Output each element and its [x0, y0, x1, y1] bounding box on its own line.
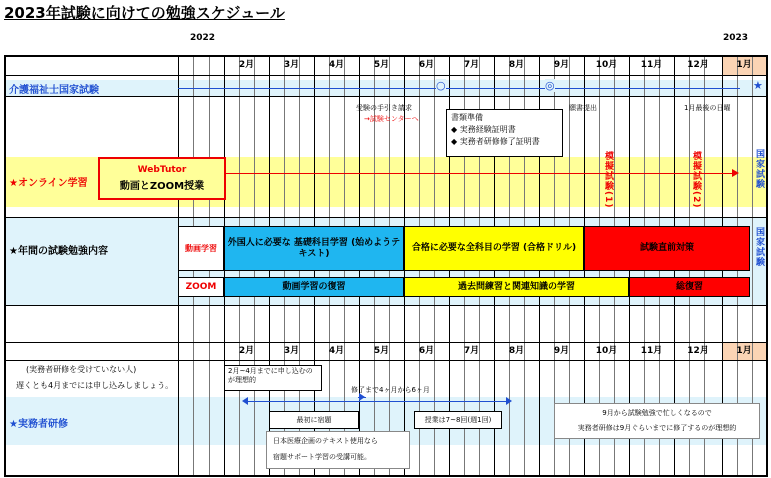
webtutor-box	[98, 157, 226, 200]
documents-item: ◆ 実務経験証明書	[451, 125, 516, 134]
textbook-note-line: 宿題サポート学習の受講可能。	[273, 453, 371, 461]
video-learning-label: 動画学習	[178, 226, 224, 271]
webtutor-subtitle: 動画とZOOM授業	[119, 181, 205, 192]
row-label-practical: ★実務者研修	[9, 419, 68, 430]
month-header: 6月	[418, 346, 435, 356]
september-note-line: 9月から試験勉強で忙しくなるので	[602, 409, 712, 417]
apply-deadline-note: 遅くとも4月までには申し込みしましょう。	[16, 381, 174, 390]
guide-request-note: 受験の手引き請求	[356, 104, 412, 112]
month-header: 7月	[463, 60, 480, 70]
page-title: 2023年試験に向けての勉強スケジュール	[4, 4, 285, 22]
row-label-national-exam: 介護福祉士国家試験	[9, 85, 99, 96]
duration-note: 修了まで4ヶ月から6ヶ月	[351, 386, 430, 394]
month-header: 8月	[508, 346, 525, 356]
arrow-right-icon	[506, 397, 512, 405]
month-header: 11月	[640, 346, 663, 356]
mock-exam-1: 模擬試験(1)	[603, 151, 613, 209]
national-exam-timeline	[178, 88, 740, 89]
textbook-note-box	[266, 431, 410, 469]
webtutor-title: WebTutor	[137, 165, 187, 175]
month-header: 7月	[463, 346, 480, 356]
month-header: 2月	[238, 60, 255, 70]
month-header: 8月	[508, 60, 525, 70]
mock-exam-2: 模擬試験(2)	[691, 151, 701, 209]
arrow-head-icon	[732, 169, 739, 177]
month-header: 12月	[687, 346, 709, 356]
month-header: 4月	[328, 60, 345, 70]
zoom-bar-review: 動画学習の復習	[224, 277, 404, 297]
zoom-bar-past-questions: 過去問練習と関連知識の学習	[404, 277, 629, 297]
row-label-annual: ★年間の試験勉強内容	[9, 246, 108, 257]
national-exam-vertical: 国家試験	[754, 149, 764, 189]
not-taken-note: (実務者研修を受けていない人)	[26, 365, 137, 374]
row-label-online: ★オンライン学習	[9, 178, 88, 189]
zoom-label: ZOOM	[178, 277, 224, 297]
schedule-grid	[4, 55, 768, 477]
month-header: 3月	[283, 346, 300, 356]
ideal-apply-box: 2月~4月までに申し込むのが理想的	[224, 365, 322, 391]
month-header: 12月	[687, 60, 709, 70]
last-sunday-note: 1月最後の日曜	[684, 104, 731, 112]
submit-marker: ◎	[545, 79, 555, 92]
month-header: 5月	[373, 60, 390, 70]
duration-arrow-dash	[358, 397, 366, 398]
exam-center-note: →試験センターへ	[364, 115, 419, 123]
month-header: 4月	[328, 346, 345, 356]
year-end: 2023	[723, 33, 749, 43]
month-header: 11月	[640, 60, 663, 70]
documents-title: 書類準備	[451, 113, 483, 122]
month-header: 10月	[595, 60, 618, 70]
homework-box: 最初に宿題	[269, 411, 359, 429]
exam-day-star: ★	[753, 79, 763, 92]
month-header: 1月	[736, 346, 752, 356]
zoom-bar-overall-review: 総復習	[629, 277, 750, 297]
video-bar-all-subjects: 合格に必要な全科目の学習 (合格ドリル)	[404, 226, 584, 271]
documents-box	[446, 109, 563, 157]
request-marker: ○	[436, 79, 446, 92]
duration-arrow-line	[246, 401, 508, 402]
online-arrow-line	[226, 173, 736, 174]
september-note-line: 実務者研修は9月ぐらいまでに修了するのが理想的	[577, 424, 737, 432]
month-header: 1月	[736, 60, 752, 70]
september-note-box	[554, 403, 760, 439]
month-header: 6月	[418, 60, 435, 70]
video-bar-basic: 外国人に必要な 基礎科目学習 (始めようテキスト)	[224, 226, 404, 271]
month-header: 2月	[238, 346, 255, 356]
textbook-note-line: 日本医療企画のテキスト使用なら	[273, 437, 378, 445]
national-exam-vertical: 国家試験	[753, 227, 766, 279]
month-header: 5月	[373, 346, 390, 356]
documents-item: ◆ 実務者研修修了証明書	[451, 137, 540, 146]
month-header: 3月	[283, 60, 300, 70]
application-submit-note: 願書提出	[569, 104, 597, 112]
arrow-left-icon	[242, 397, 248, 405]
year-start: 2022	[190, 33, 216, 43]
month-header: 10月	[595, 346, 618, 356]
month-header: 9月	[553, 60, 570, 70]
classes-box: 授業は7~8回(週1回)	[414, 411, 502, 429]
video-bar-final-prep: 試験直前対策	[584, 226, 750, 271]
month-header: 9月	[553, 346, 570, 356]
